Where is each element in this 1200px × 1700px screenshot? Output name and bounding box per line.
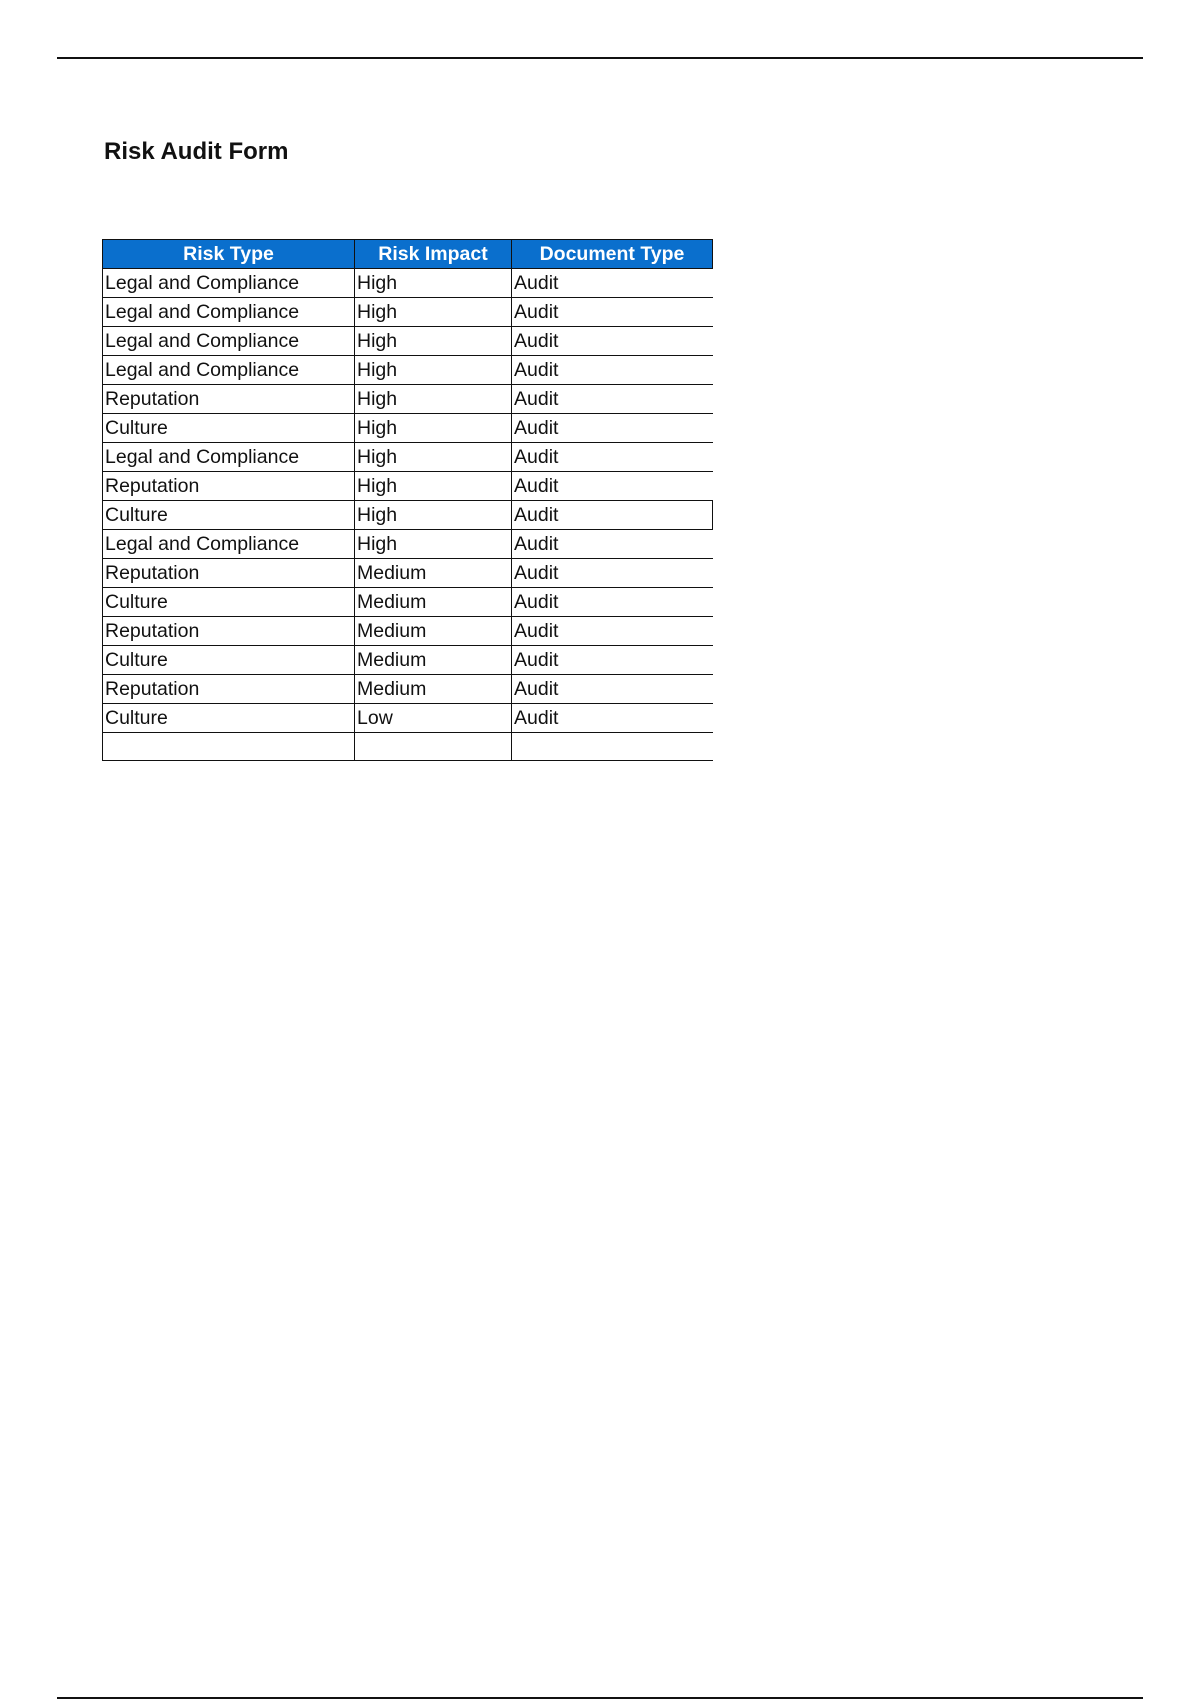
- cell-document-type[interactable]: Audit: [512, 501, 713, 530]
- table-row: [103, 269, 713, 298]
- cell-document-type[interactable]: Audit: [512, 704, 713, 733]
- table-row: [103, 588, 713, 617]
- cell-risk-impact[interactable]: High: [355, 385, 512, 414]
- table-header-row: [103, 240, 713, 269]
- cell-risk-impact[interactable]: Medium: [355, 588, 512, 617]
- cell-document-type[interactable]: Audit: [512, 675, 713, 704]
- cell-document-type[interactable]: Audit: [512, 559, 713, 588]
- table-row: [103, 298, 713, 327]
- cell-risk-type[interactable]: Culture: [103, 501, 355, 530]
- cell-risk-type[interactable]: Culture: [103, 588, 355, 617]
- cell-risk-impact[interactable]: Low: [355, 704, 512, 733]
- cell-risk-impact[interactable]: Medium: [355, 617, 512, 646]
- cell-risk-impact[interactable]: [355, 733, 512, 761]
- cell-risk-impact[interactable]: High: [355, 414, 512, 443]
- cell-risk-type[interactable]: Culture: [103, 646, 355, 675]
- table-row: [103, 443, 713, 472]
- cell-risk-type[interactable]: Legal and Compliance: [103, 298, 355, 327]
- cell-risk-impact[interactable]: High: [355, 327, 512, 356]
- page-bottom-rule: [57, 1697, 1143, 1699]
- table-row: [103, 646, 713, 675]
- column-header-risk-type[interactable]: Risk Type: [103, 240, 355, 269]
- table-row: [103, 356, 713, 385]
- table-body: [103, 269, 713, 761]
- cell-risk-impact[interactable]: Medium: [355, 646, 512, 675]
- table-row: [103, 559, 713, 588]
- cell-risk-impact[interactable]: High: [355, 269, 512, 298]
- cell-document-type[interactable]: Audit: [512, 385, 713, 414]
- cell-risk-impact[interactable]: High: [355, 356, 512, 385]
- cell-risk-impact[interactable]: High: [355, 530, 512, 559]
- cell-risk-type[interactable]: Reputation: [103, 472, 355, 501]
- cell-document-type[interactable]: Audit: [512, 327, 713, 356]
- cell-risk-type[interactable]: Reputation: [103, 617, 355, 646]
- cell-document-type[interactable]: Audit: [512, 414, 713, 443]
- table-row: [103, 501, 713, 530]
- cell-document-type[interactable]: Audit: [512, 617, 713, 646]
- cell-document-type[interactable]: Audit: [512, 269, 713, 298]
- cell-risk-type[interactable]: Legal and Compliance: [103, 443, 355, 472]
- table-row: [103, 704, 713, 733]
- cell-risk-impact[interactable]: High: [355, 501, 512, 530]
- cell-risk-type[interactable]: Legal and Compliance: [103, 530, 355, 559]
- page-top-rule: [57, 57, 1143, 59]
- cell-risk-type[interactable]: Legal and Compliance: [103, 327, 355, 356]
- risk-audit-table: [102, 239, 713, 761]
- table-row: [103, 385, 713, 414]
- cell-risk-type[interactable]: Legal and Compliance: [103, 269, 355, 298]
- cell-document-type[interactable]: Audit: [512, 472, 713, 501]
- cell-risk-type[interactable]: Reputation: [103, 675, 355, 704]
- table-row: [103, 530, 713, 559]
- cell-risk-type[interactable]: Culture: [103, 414, 355, 443]
- cell-document-type[interactable]: Audit: [512, 443, 713, 472]
- cell-risk-type[interactable]: Legal and Compliance: [103, 356, 355, 385]
- cell-document-type[interactable]: [512, 733, 713, 761]
- cell-risk-type[interactable]: [103, 733, 355, 761]
- table-row: [103, 414, 713, 443]
- cell-risk-type[interactable]: Reputation: [103, 385, 355, 414]
- cell-risk-impact[interactable]: High: [355, 298, 512, 327]
- table-row: [103, 472, 713, 501]
- cell-risk-impact[interactable]: High: [355, 443, 512, 472]
- cell-document-type[interactable]: Audit: [512, 298, 713, 327]
- cell-document-type[interactable]: Audit: [512, 646, 713, 675]
- cell-document-type[interactable]: Audit: [512, 356, 713, 385]
- column-header-risk-impact[interactable]: Risk Impact: [355, 240, 512, 269]
- cell-risk-impact[interactable]: Medium: [355, 675, 512, 704]
- page-title: Risk Audit Form: [104, 138, 289, 165]
- cell-document-type[interactable]: Audit: [512, 588, 713, 617]
- table-row: [103, 675, 713, 704]
- table-row: [103, 327, 713, 356]
- column-header-document-type[interactable]: Document Type: [512, 240, 713, 269]
- table-row: [103, 733, 713, 761]
- table-row: [103, 617, 713, 646]
- cell-risk-impact[interactable]: Medium: [355, 559, 512, 588]
- cell-risk-type[interactable]: Reputation: [103, 559, 355, 588]
- cell-document-type[interactable]: Audit: [512, 530, 713, 559]
- cell-risk-impact[interactable]: High: [355, 472, 512, 501]
- cell-risk-type[interactable]: Culture: [103, 704, 355, 733]
